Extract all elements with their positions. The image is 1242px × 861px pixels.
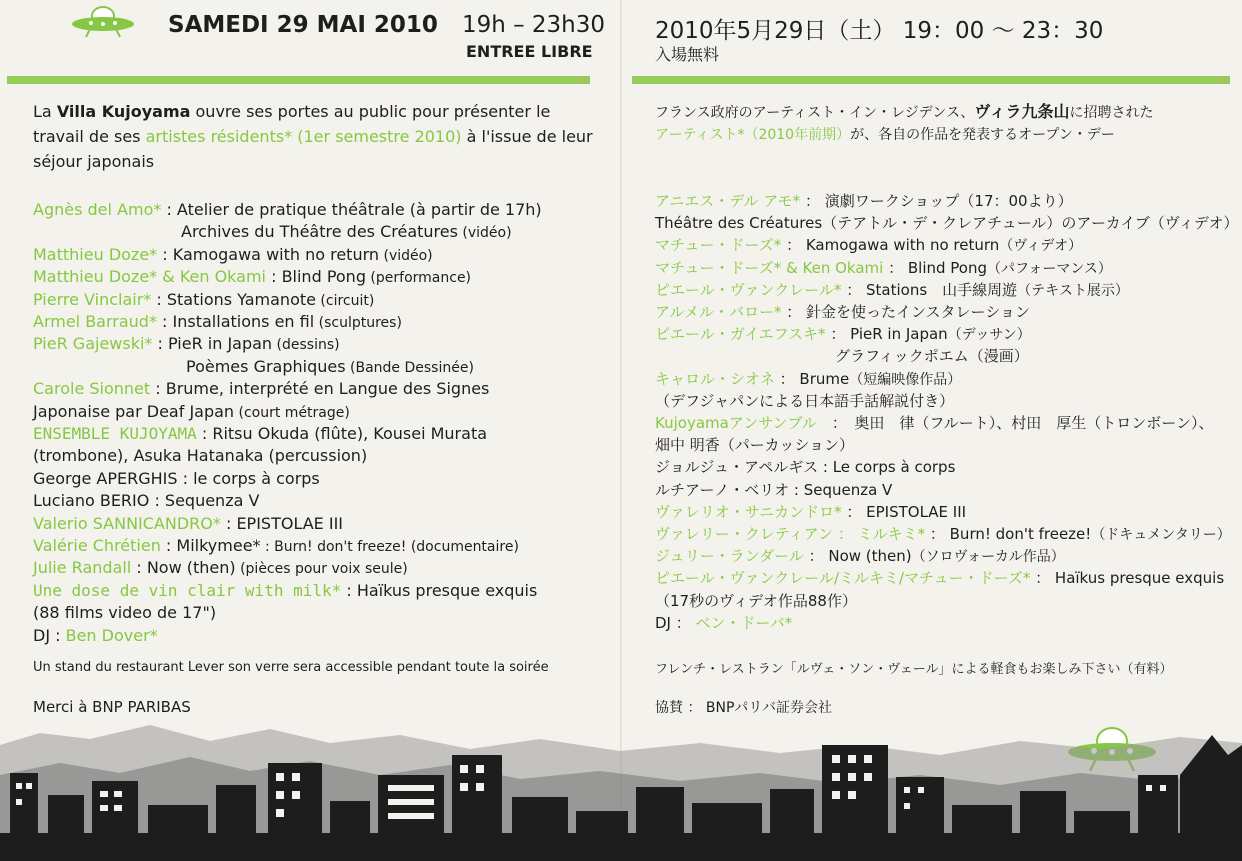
program-item [655,612,792,633]
work-title: Kamogawa with no return [805,236,1000,255]
separator: ： [841,280,866,299]
sponsor-thanks-jp: 協賛 ： BNPパリバ証券会社 [655,700,832,716]
program-item [655,523,1231,544]
artist-name: アルメル・バロー* [655,303,782,321]
program-item [655,323,1031,344]
artist-name: ヴァレリオ・サニカンドロ* [655,502,842,521]
program-item [33,334,340,353]
event-time: 19h – 23h30 [461,12,606,38]
restaurant-note-jp: フレンチ・レストラン「ルヴェ・ソン・ヴェール」による軽食もお楽しみ下さい（有料） [655,662,1173,677]
program-item [655,390,954,411]
work-title: Now (then) [146,558,236,578]
artist-name: マチュー・ドーズ* & Ken Okami [655,258,884,277]
work-title: PieR in Japan [850,325,948,344]
artist-name: ピエール・ヴァンクレール/ミルキミ/マチュー・ドーズ* [655,569,1031,588]
work-type: （デッサン） [947,327,1031,344]
work-title: Brume [799,369,850,388]
artist-name: Ben Dover* [65,625,158,645]
artist-name: Agnès del Amo* [33,200,162,219]
artist-name: マチュー・ドーズ* [655,236,782,255]
separator: : [131,558,147,578]
work-type: (sculptures) [314,315,402,331]
work-title: PieR in Japan [167,334,273,354]
work-title: 奥田 律（フルート）、村田 厚生（トロンボーン）、 [854,414,1214,432]
artist-name: Matthieu Doze* [33,244,158,264]
separator: : [266,267,282,287]
work-title: Blind Pong [907,258,988,277]
work-title: Blind Pong [281,267,366,287]
work-type: (court métrage) [234,404,350,421]
work-title: ルチアーノ・ベリオ : Sequenza V [655,480,893,499]
work-title: 演劇ワークショップ（17：00より） [824,192,1073,210]
artist-name: アニエス・デル アモ* [655,192,801,210]
program-item [655,501,966,522]
work-title: (trombone), Asuka Hatanaka (percussion) [33,446,368,466]
work-type: （パフォーマンス） [987,260,1112,277]
program-item [181,222,512,241]
separator: DJ : [33,625,66,645]
work-title: Théâtre des Créatures（テアトル・デ・クレアチュール）のアーカイブ（ヴィデオ） [655,214,1239,233]
program-item [33,245,433,264]
work-title: EPISTOLAE III [236,513,344,533]
artist-name: Kujoyamaアンサンブル [655,414,817,432]
separator: : [196,424,213,443]
work-title: ジョルジュ・アペルギス : Le corps à corps [655,458,956,477]
artist-name: ジュリー・ランダール [655,547,804,566]
work-title: （17秒のヴィデオ作品88作） [655,591,857,610]
program-item [33,626,158,645]
program-item [655,234,1082,255]
separator: ： [1030,569,1055,588]
program-item [33,200,542,219]
work-type: (vidéo) [457,225,512,242]
separator: : [157,244,173,264]
work-type: : Burn! don't freeze! (documentaire) [260,539,519,555]
program-item [33,514,343,533]
work-title: Poèmes Graphiques [186,356,346,376]
separator: ： [883,258,908,277]
program-item [33,603,216,622]
artist-name: PieR Gajewski* [33,334,153,354]
separator: : [150,379,166,399]
header-divider-jp [632,76,1230,84]
separator: ： [816,414,855,432]
program-item [655,190,1073,211]
program-item [655,301,1030,322]
work-title: （デフジャパンによる日本語手話解説付き） [655,391,955,410]
work-title: Brume, interprété en Langue des Signes [165,379,490,399]
artist-name: ピエール・ガイエフスキ* [655,325,826,344]
program-item [33,469,320,488]
work-title: Japonaise par Deaf Japan [33,401,235,421]
separator: : [341,580,357,600]
work-title: Archives du Théâtre des Créatures [181,222,458,242]
artist-name: Matthieu Doze* & Ken Okami [33,267,266,287]
program-item [655,567,1224,588]
work-type: (performance) [365,270,472,287]
work-type: （ソロヴォーカル作品） [911,549,1065,566]
kyoto-skyline-illustration [0,715,1242,861]
work-title: Installations en fil [172,312,315,331]
separator: ： [825,325,851,344]
work-title: Ritsu Okuda (flûte), Kousei Murata [212,424,488,443]
work-title: Burn! don't freeze! [949,525,1092,543]
artist-name: ピエール・ヴァンクレール* [655,280,842,299]
separator: : [160,536,177,555]
work-type: （ドキュメンタリー） [1091,527,1231,543]
work-title: George APERGHIS : le corps à corps [33,468,320,488]
artist-name: Armel Barraud* [33,312,157,331]
restaurant-note: Un stand du restaurant Lever son verre sera accessible pendant toute la soirée [33,660,549,675]
program-item [33,558,408,577]
work-type: (pièces pour voix seule) [235,561,408,578]
separator: ： [781,303,806,321]
separator: : [220,513,237,533]
separator: DJ ： [655,613,696,632]
separator: : [156,312,173,331]
work-title: Atelier de pratique théâtrale (à partir de 17h) [176,200,542,219]
program-item [33,379,489,398]
program-item [655,545,1065,566]
separator: ： [803,547,829,566]
separator: : [152,334,168,354]
program-item [33,267,471,286]
artist-name: キャロル・シオネ [655,369,775,388]
separator: ： [925,525,950,543]
intro-paragraph: La Villa Kujoyama ouvre ses portes au public pour présenter le travail de ses artistes résidents* (1er semestre 2010) à l'issue de leur séjour japonais [33,102,593,171]
artist-name: Julie Randall [33,558,132,578]
artist-name: Pierre Vinclair* [33,289,152,309]
ufo-icon [70,6,136,40]
program-item [655,257,1112,278]
program-item [33,402,350,421]
artist-name: Valerio SANNICANDRO* [33,513,221,533]
separator: : [151,289,167,309]
work-title: Stations 山手線周遊 [866,280,1018,299]
artist-name: Une dose de vin clair with milk* [33,580,342,600]
program-item [655,368,961,389]
entry-free: ENTREE LIBRE [466,42,593,61]
work-type: (Bande Dessinée) [345,359,474,376]
program-item [655,456,955,477]
program-item [33,491,259,510]
work-title: 畑中 明香（パーカッション） [655,436,855,455]
work-title: EPISTOLAE III [866,502,967,521]
work-title: Now (then) [828,547,912,566]
program-item [655,479,892,500]
work-title: Kamogawa with no return [172,244,380,264]
work-type: （テキスト展示） [1017,282,1129,299]
program-item [655,412,1214,433]
work-title: 針金を使ったインスタレーション [806,303,1030,321]
program-item [655,434,854,455]
separator: ： [800,192,825,210]
work-title: Milkymee* [176,536,261,555]
program-item [33,581,537,600]
program-item [655,279,1129,300]
artist-name: Valérie Chrétien [33,536,161,555]
work-type: (vidéo) [379,247,433,264]
entry-free-jp: 入場無料 [655,45,720,64]
intro-paragraph-jp: フランス政府のアーティスト・イン・レジデンス、ヴィラ九条山に招聘された アーティスト*（2010年前期）が、各自の作品を発表するオープン・デー [655,102,1154,143]
separator: ： [774,369,800,388]
work-title: Haïkus presque exquis [356,580,538,600]
separator: : [161,200,177,219]
work-title: (88 films video de 17") [33,603,217,623]
program-item [186,357,474,376]
program-item [33,446,367,465]
header-divider [7,76,590,84]
artist-name: ベン・ドーバ* [695,613,793,632]
work-title: グラフィックポエム（漫画） [835,347,1029,366]
work-type: （ヴィデオ） [999,238,1083,255]
program-item [33,290,374,309]
program-item [33,536,519,555]
artist-name: ヴァレリー・クレティアン ： ミルキミ* [655,525,926,543]
event-date-jp: 2010年5月29日（土） 19：00 ～ 23：30 [655,18,1104,44]
work-title: Luciano BERIO : Sequenza V [33,491,260,511]
program-item [33,424,487,443]
program-item [33,312,402,331]
artist-name: ENSEMBLE KUJOYAMA [33,424,197,443]
work-type: (circuit) [315,292,375,309]
program-item [655,212,1239,233]
event-date: SAMEDI 29 MAI 2010 19h – 23h30 [168,12,606,38]
work-type: （短編映像作品） [849,371,962,388]
separator: ： [781,236,806,255]
work-title: Stations Yamanote [166,289,316,309]
sponsor-thanks: Merci à BNP PARIBAS [33,698,191,716]
program-item [835,345,1029,366]
work-title: Haïkus presque exquis [1054,569,1225,588]
separator: ： [841,502,867,521]
artist-name: Carole Sionnet [33,379,151,399]
work-type: (dessins) [272,337,340,354]
program-item [655,590,857,611]
